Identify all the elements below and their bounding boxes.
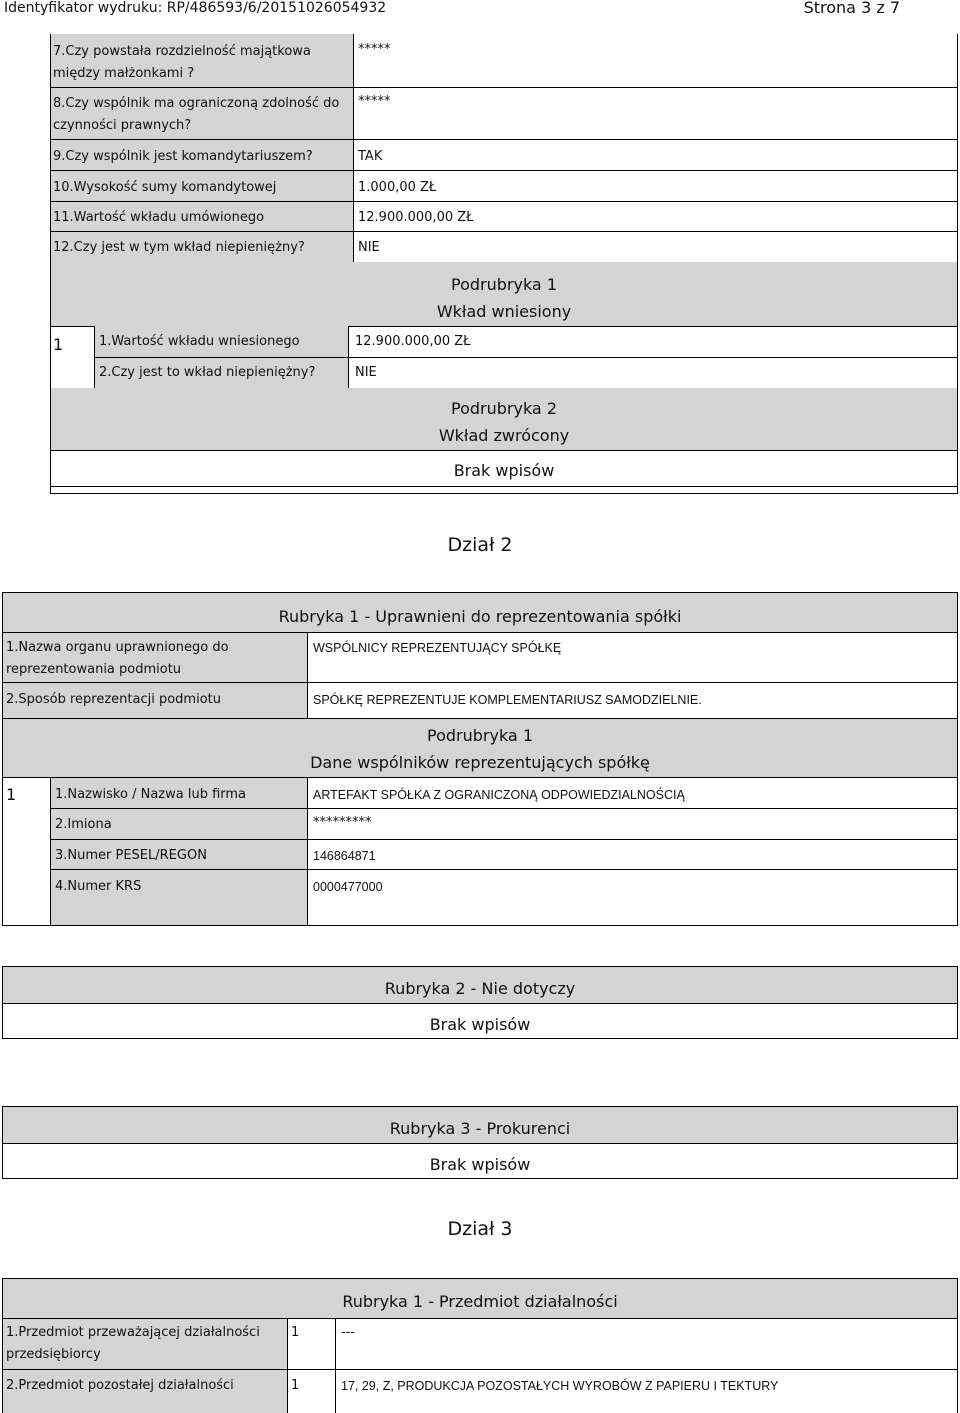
field-value: ********* [313, 815, 372, 830]
entry-index: 1 [6, 785, 17, 804]
field-label: 4.Numer KRS [55, 879, 142, 894]
field-label: 2.Imiona [55, 817, 112, 832]
page-number: Strona 3 z 7 [803, 0, 900, 17]
no-entries-text: Brak wpisów [453, 461, 555, 480]
field-label: 9.Czy wspólnik jest komandytariuszem? [53, 149, 313, 164]
field-label: 7.Czy powstała rozdzielność majątkowa między małżonkami ? [53, 44, 311, 81]
field-value: 12.900.000,00 ZŁ [355, 334, 471, 349]
field-value: ARTEFAKT SPÓŁKA Z OGRANICZONĄ ODPOWIEDZIALNOŚCIĄ [313, 788, 685, 802]
subsection-title: Podrubryka 1 [427, 726, 533, 745]
print-identifier: Identyfikator wydruku: RP/486593/6/20151026054932 [4, 0, 387, 16]
entry-index: 1 [53, 335, 64, 354]
field-value: ***** [358, 94, 391, 109]
rubric-title: Rubryka 2 - Nie dotyczy [384, 979, 576, 998]
field-value: 17, 29, Z, PRODUKCJA POZOSTAŁYCH WYROBÓW Z PAPIERU I TEKTURY [341, 1379, 779, 1393]
field-label: 2.Przedmiot pozostałej działalności [6, 1378, 234, 1393]
field-label: 1.Wartość wkładu wniesionego [99, 334, 300, 349]
field-value: SPÓŁKĘ REPREZENTUJE KOMPLEMENTARIUSZ SAMODZIELNIE. [313, 693, 702, 707]
no-entries-text: Brak wpisów [429, 1015, 531, 1034]
field-label: 12.Czy jest w tym wkład niepieniężny? [53, 240, 305, 255]
subsection-title: Podrubryka 2 [451, 399, 557, 418]
entry-index: 1 [291, 1378, 300, 1393]
rubric-title: Rubryka 1 - Uprawnieni do reprezentowania spółki [278, 607, 682, 626]
subsection-title: Podrubryka 1 [451, 275, 557, 294]
field-label: 1.Nazwa organu uprawnionego do reprezentowania podmiotu [6, 640, 229, 677]
subsection-subtitle: Wkład zwrócony [438, 426, 570, 445]
field-value: TAK [358, 149, 383, 164]
field-value: 1.000,00 ZŁ [358, 180, 437, 195]
field-label: 1.Przedmiot przeważającej działalności przedsiębiorcy [6, 1325, 260, 1362]
field-label: 3.Numer PESEL/REGON [55, 848, 207, 863]
field-label: 2.Czy jest to wkład niepieniężny? [99, 365, 316, 380]
subsection-subtitle: Wkład wniesiony [436, 302, 572, 321]
field-value: NIE [358, 240, 380, 255]
field-label: 1.Nazwisko / Nazwa lub firma [55, 787, 247, 802]
field-value: ***** [358, 42, 391, 57]
section-title: Dział 2 [447, 534, 513, 556]
field-value: --- [341, 1325, 356, 1340]
field-value: WSPÓLNICY REPREZENTUJĄCY SPÓŁKĘ [313, 641, 562, 655]
section-title: Dział 3 [447, 1218, 513, 1240]
rubric-title: Rubryka 3 - Prokurenci [389, 1119, 571, 1138]
field-label: 11.Wartość wkładu umówionego [53, 210, 265, 225]
subsection-subtitle: Dane wspólników reprezentujących spółkę [310, 753, 650, 772]
field-value: 0000477000 [313, 880, 383, 894]
field-value: 146864871 [313, 849, 376, 863]
field-value: 12.900.000,00 ZŁ [358, 210, 474, 225]
field-label: 10.Wysokość sumy komandytowej [53, 180, 277, 195]
field-label: 8.Czy wspólnik ma ograniczoną zdolność do czynności prawnych? [53, 96, 340, 133]
field-label: 2.Sposób reprezentacji podmiotu [6, 692, 221, 707]
field-value: NIE [355, 365, 377, 380]
rubric-title: Rubryka 1 - Przedmiot działalności [342, 1292, 618, 1311]
no-entries-text: Brak wpisów [429, 1155, 531, 1174]
entry-index: 1 [291, 1325, 300, 1340]
